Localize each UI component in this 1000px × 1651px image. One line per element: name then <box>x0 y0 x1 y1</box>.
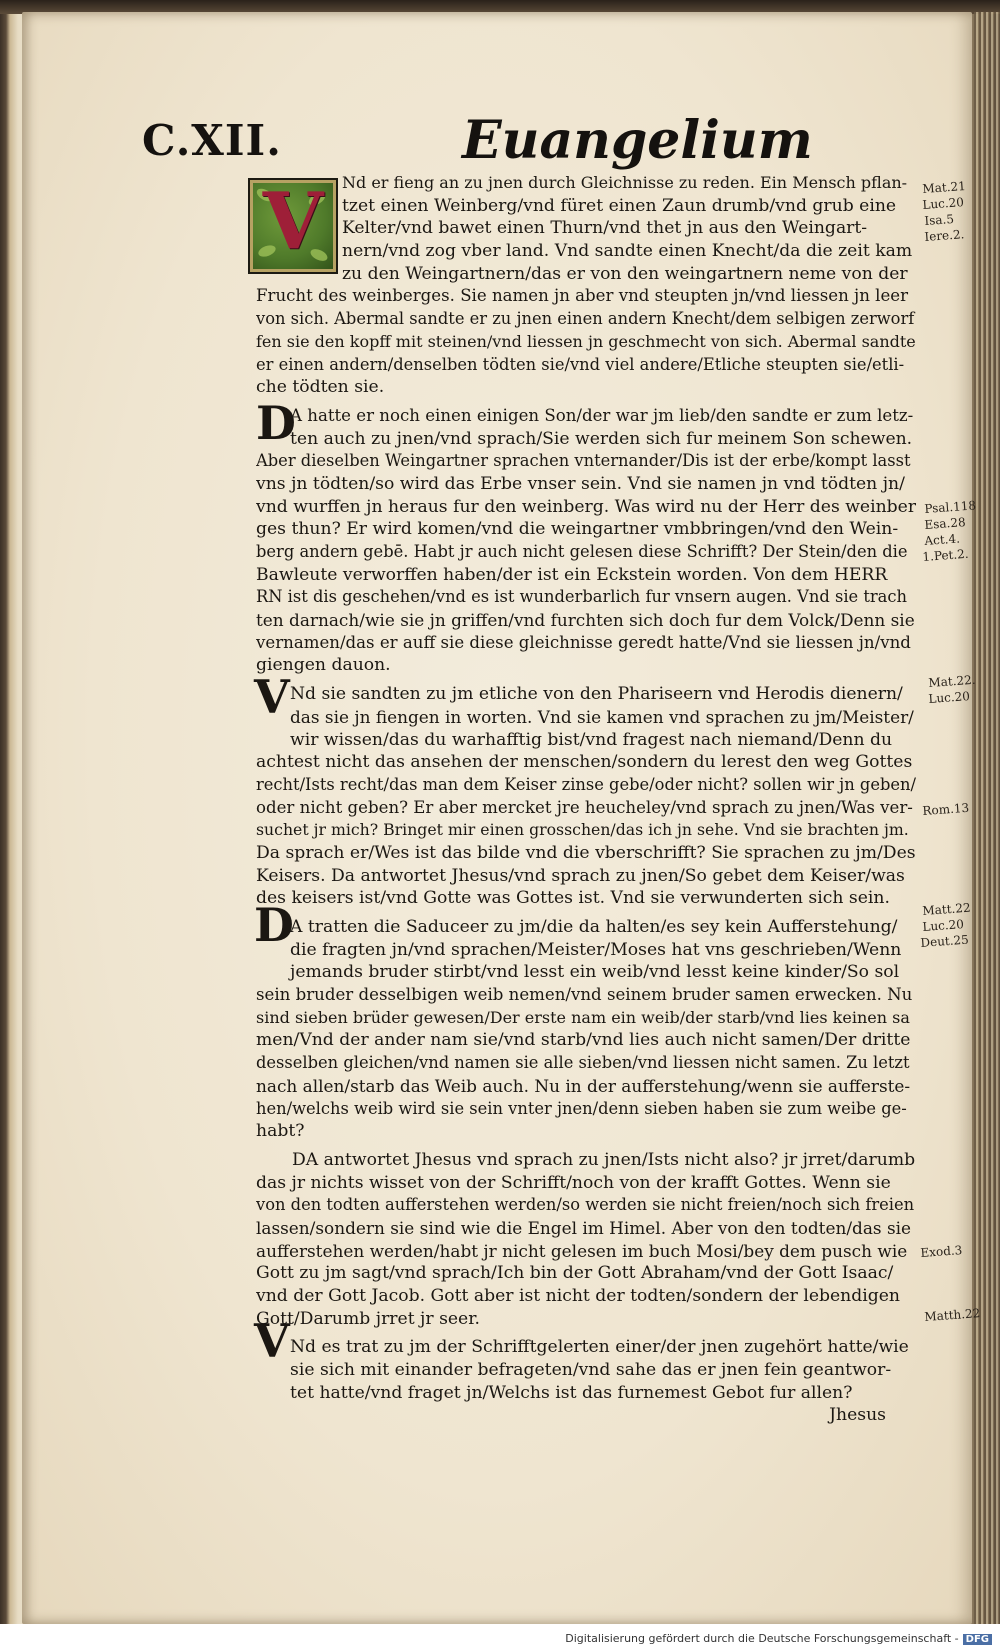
paragraph-initial: V <box>254 670 290 724</box>
text-line: desselben gleichen/vnd namen sie alle sieben/vnd liessen nicht samen. Zu letzt <box>256 1053 910 1073</box>
text-line: berg andern gebē. Habt jr auch nicht gelesen diese Schrifft? Der Stein/den die <box>256 542 908 561</box>
margin-note: Isa.5 <box>924 211 955 228</box>
text-line: das sie jn fiengen in worten. Vnd sie kamen vnd sprachen zu jm/Meister/ <box>290 706 914 727</box>
text-line: vnd der Gott Jacob. Gott aber ist nicht der todten/sondern der lebendigen <box>256 1286 900 1306</box>
text-line: tet hatte/vnd fraget jn/Welchs ist das furnemest Gebot fur allen? <box>290 1382 853 1403</box>
paragraph-initial: D <box>254 898 294 952</box>
text-line: vernamen/das er auff sie diese gleichnisse geredt hatte/Vnd sie liessen jn/vnd <box>256 632 911 652</box>
text-line: sind sieben brüder gewesen/Der erste nam ein weib/der starb/vnd lies keinen sa <box>256 1007 910 1027</box>
text-line: Aber dieselben Weingartner sprachen vnternander/Dis ist der erbe/kompt lasst <box>256 451 911 471</box>
text-line: che tödten sie. <box>256 377 385 398</box>
margin-note: Iere.2. <box>924 227 965 244</box>
text-line: er einen andern/denselben tödten sie/vnd viel andere/Etliche steupten sie/etli- <box>256 354 905 374</box>
text-line: Frucht des weinberges. Sie namen jn aber vnd steupten jn/vnd liessen jn leer <box>256 286 909 306</box>
paragraph-1 <box>256 172 916 399</box>
text-line: Nd es trat zu jm der Schrifftgelerten einer/der jnen zugehört hatte/wie <box>290 1337 909 1358</box>
text-body <box>256 172 916 1427</box>
text-line: aufferstehen werden/habt jr nicht gelesen im buch Mosi/bey dem pusch wie <box>256 1240 908 1261</box>
text-line: oder nicht geben? Er aber mercket jre heucheley/vnd sprach zu jnen/Was ver- <box>256 797 913 817</box>
text-line: fen sie den kopff mit steinen/vnd liessen jn geschmecht von sich. Abermal sandte <box>256 331 916 351</box>
margin-note: Rom.13 <box>922 800 970 818</box>
text-line: Nd sie sandten zu jm etliche von den Phariseern vnd Herodis dienern/ <box>290 684 903 705</box>
margin-note: Matt.22 <box>922 900 972 918</box>
paragraph-initial: V <box>254 1314 290 1368</box>
text-line: Gott zu jm sagt/vnd sprach/Ich bin der Gott Abraham/vnd der Gott Isaac/ <box>256 1263 894 1284</box>
text-line: recht/Ists recht/das man dem Keiser zinse gebe/oder nicht? sollen wir jn geben/ <box>256 774 916 794</box>
text-line: RN ist dis geschehen/vnd es ist wunderbarlich fur vnsern augen. Vnd sie trach <box>256 587 907 607</box>
margin-note: Esa.28 <box>924 515 967 532</box>
paragraph-2 <box>256 405 916 677</box>
text-line: ten auch zu jnen/vnd sprach/Sie werden sich fur meinem Son schewen. <box>290 428 913 449</box>
dfg-logo: DFG <box>963 1634 992 1645</box>
margin-note: Matth.22 <box>924 1306 981 1324</box>
text-line: Keisers. Da antwortet Jhesus/vnd sprach zu jnen/So gebet dem Keiser/was <box>256 865 905 886</box>
paragraph-initial: D <box>256 396 296 450</box>
text-line: DA antwortet Jhesus vnd sprach zu jnen/Ists nicht also? jr jrret/darumb <box>292 1149 916 1170</box>
text-line: zu den Weingartnern/das er von den weingartnern neme von der <box>342 263 908 284</box>
text-line: sie sich mit einander befrageten/vnd sahe das er jnen fein geantwor- <box>290 1360 892 1381</box>
text-line: Nd er fieng an zu jnen durch Gleichnisse zu reden. Ein Mensch pflan- <box>342 173 908 192</box>
text-line: von sich. Abermal sandte er zu jnen einen andern Knecht/dem selbigen zerworf <box>256 309 915 329</box>
text-line: nach allen/starb das Weib auch. Nu in der aufferstehung/wenn sie aufferste- <box>256 1075 911 1096</box>
margin-note: Deut.25 <box>920 932 970 950</box>
margin-note: Psal.118 <box>924 498 977 516</box>
margin-note: Exod.3 <box>920 1243 963 1260</box>
margin-note: Luc.20 <box>922 917 965 934</box>
margin-note: Mat.21 <box>922 178 967 196</box>
text-line: vnd wurffen jn heraus fur den weinberg. Was wird nu der Herr des weinber <box>256 496 916 517</box>
margin-note: Act.4. <box>924 531 961 548</box>
folio-number: C.XII. <box>142 116 282 165</box>
digitization-credit <box>565 1632 992 1645</box>
text-line: ten darnach/wie sie jn griffen/vnd furchten sich doch fur dem Volck/Denn sie <box>256 610 915 631</box>
paragraph-4 <box>256 916 916 1143</box>
paragraph-6 <box>256 1336 916 1427</box>
initial-letter: V <box>262 176 324 267</box>
text-line: achtest nicht das ansehen der menschen/sondern du lerest den weg Gottes <box>256 752 913 773</box>
text-line: Da sprach er/Wes ist das bilde vnd die vberschrifft? Sie sprachen zu jm/Des <box>256 842 916 863</box>
text-line: A tratten die Saduceer zu jm/die da halten/es sey kein Aufferstehung/ <box>290 917 898 937</box>
text-line: Kelter/vnd bawet einen Thurn/vnd thet jn aus den Weingart- <box>342 218 868 239</box>
text-line: das jr nichts wisset von der Schrifft/noch von der krafft Gottes. Wenn sie <box>256 1172 891 1193</box>
credit-text: Digitalisierung gefördert durch die Deutsche Forschungsgemeinschaft - <box>565 1632 959 1645</box>
margin-note: Mat.22. <box>928 672 977 690</box>
text-line: Bawleute verworffen haben/der ist ein Eckstein worden. Von dem HERR <box>256 564 888 585</box>
text-line: die fragten jn/vnd sprachen/Meister/Moses hat vns geschrieben/Wenn <box>290 939 902 960</box>
margin-note: Luc.20 <box>928 689 971 706</box>
page-title: Euangelium <box>462 110 813 171</box>
text-line: nern/vnd zog vber land. Vnd sandte einen Knecht/da die zeit kam <box>342 241 913 262</box>
text-line: hen/welchs weib wird sie sein vnter jnen/denn sieben haben sie zum weibe ge- <box>256 1098 907 1118</box>
text-line: habt? <box>256 1121 305 1142</box>
paragraph-5 <box>256 1149 916 1331</box>
paragraph-3 <box>256 683 916 910</box>
text-line: jemands bruder stirbt/vnd lesst ein weib/vnd lesst keine kinder/So sol <box>290 962 900 983</box>
text-line: giengen dauon. <box>256 655 391 676</box>
text-line: Gott/Darumb jrret jr seer. <box>256 1308 481 1329</box>
text-line: von den todten aufferstehen werden/so werden sie nicht freien/noch sich freien <box>256 1195 915 1215</box>
catchword: Jhesus <box>829 1405 886 1426</box>
text-line: wir wissen/das du warhafftig bist/vnd fragest nach niemand/Denn du <box>290 729 893 750</box>
text-line: des keisers ist/vnd Gotte was Gottes ist. Vnd sie verwunderten sich sein. <box>256 888 890 909</box>
page-edges <box>974 12 1000 1624</box>
text-line: vns jn tödten/so wird das Erbe vnser sein. Vnd sie namen jn vnd tödten jn/ <box>256 473 905 494</box>
text-line: ges thun? Er wird komen/vnd die weingartner vmbbringen/vnd den Wein- <box>256 519 899 540</box>
text-line: sein bruder desselbigen weib nemen/vnd seinem bruder samen erwecken. Nu <box>256 985 913 1005</box>
margin-note: 1.Pet.2. <box>922 546 970 564</box>
margin-note: Luc.20 <box>922 195 965 212</box>
text-line: tzet einen Weinberg/vnd füret einen Zaun drumb/vnd grub eine <box>342 195 897 216</box>
text-line: A hatte er noch einen einigen Son/der war jm lieb/den sandte er zum letz- <box>290 405 914 425</box>
text-line: lassen/sondern sie sind wie die Engel im Himel. Aber von den todten/das sie <box>256 1217 912 1238</box>
text-line: men/Vnd der ander nam sie/vnd starb/vnd lies auch nicht samen/Der dritte <box>256 1030 911 1051</box>
text-line: suchet jr mich? Bringet mir einen grosschen/das ich jn sehe. Vnd sie brachten jm. <box>256 820 909 840</box>
